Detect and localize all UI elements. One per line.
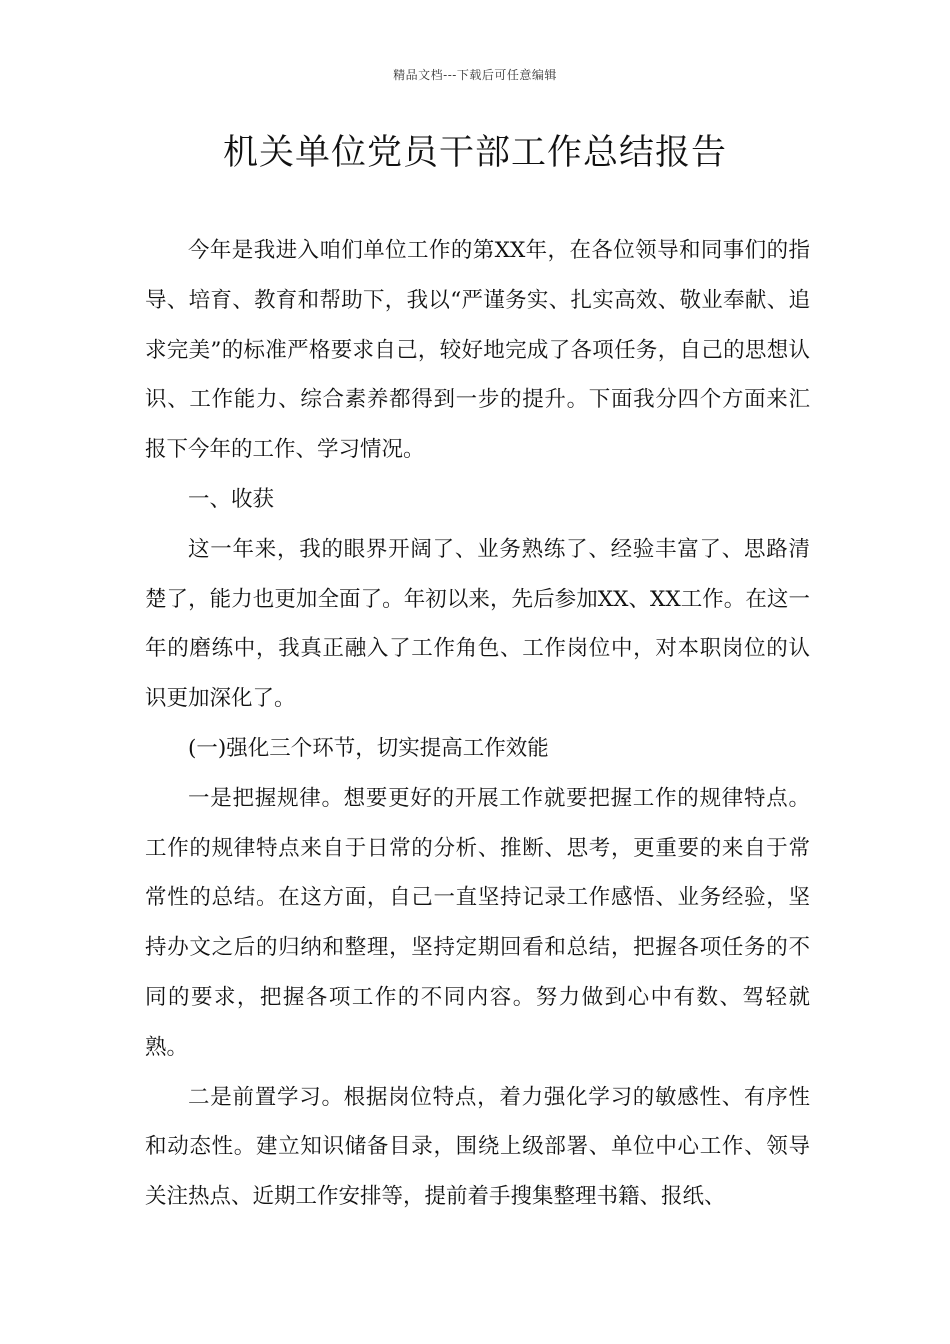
paragraph-harvest: 这一年来，我的眼界开阔了、业务熟练了、经验丰富了、思路清楚了，能力也更加全面了。年初以来，先后参加XX、XX工作。在这一年的磨练中，我真正融入了工作角色、工作岗位中，对本职岗位的认识更加深化了。 bbox=[145, 536, 810, 712]
paragraph-intro: 今年是我进入咱们单位工作的第XX年，在各位领导和同事们的指导、培育、教育和帮助下，我以“严谨务实、扎实高效、敬业奉献、追求完美”的标准严格要求自己，较好地完成了各项任务，自己的思想认识、工作能力、综合素养都得到一步的提升。下面我分四个方面来汇报下今年的工作、学习情况。 bbox=[145, 238, 810, 463]
subsection-heading: (一)强化三个环节，切实提高工作效能 bbox=[188, 735, 549, 761]
section-heading-harvest: 一、收获 bbox=[188, 486, 275, 512]
document-title: 机关单位党员干部工作总结报告 bbox=[222, 133, 727, 173]
paragraph-point-one: 一是把握规律。想要更好的开展工作就要把握工作的规律特点。工作的规律特点来自于日常的分析、推断、思考，更重要的来自于常常性的总结。在这方面，自己一直坚持记录工作感悟、业务经验，坚持办文之后的归纳和整理，坚持定期回看和总结，把握各项任务的不同的要求，把握各项工作的不同内容。努力做到心中有数、驾轻就熟。 bbox=[145, 785, 810, 1060]
document-body bbox=[145, 226, 810, 1222]
header-note: 精品文档---下载后可任意编辑 bbox=[393, 68, 557, 82]
paragraph-point-two: 二是前置学习。根据岗位特点，着力强化学习的敏感性、有序性和动态性。建立知识储备目录，围绕上级部署、单位中心工作、领导关注热点、近期工作安排等，提前着手搜集整理书籍、报纸、 bbox=[145, 1084, 810, 1210]
